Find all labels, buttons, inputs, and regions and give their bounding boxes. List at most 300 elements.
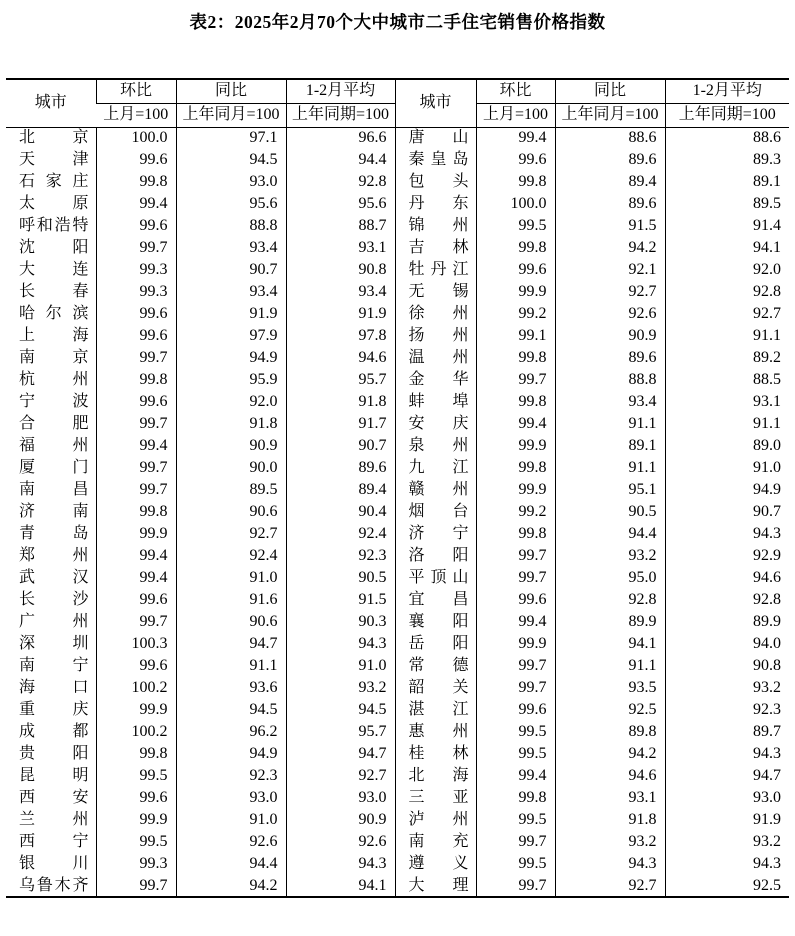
yoy-left-value-cell: 92.0 — [176, 391, 286, 413]
avg-right-value-cell: 94.3 — [665, 523, 789, 545]
city-cell — [6, 237, 96, 259]
table-row — [6, 501, 789, 523]
mom-left-value-cell: 99.8 — [96, 501, 176, 523]
city-cell — [395, 457, 476, 479]
avg-right-value-cell: 94.7 — [665, 765, 789, 787]
table-row — [6, 237, 789, 259]
mom-right-value-cell: 99.5 — [476, 215, 555, 237]
mom-right-value-cell: 99.8 — [476, 347, 555, 369]
yoy-right-value-cell: 91.1 — [555, 457, 665, 479]
avg-left-value-cell: 94.6 — [286, 347, 395, 369]
city-cell — [6, 369, 96, 391]
table-row — [6, 369, 789, 391]
col-base-yoy-left: 上年同月=100 — [176, 103, 286, 127]
table-row — [6, 281, 789, 303]
mom-right-value-cell: 99.6 — [476, 589, 555, 611]
yoy-left-value-cell: 94.9 — [176, 743, 286, 765]
mom-right-value-cell: 99.8 — [476, 171, 555, 193]
avg-right-value-cell: 88.5 — [665, 369, 789, 391]
yoy-right-value-cell: 94.3 — [555, 853, 665, 875]
city-cell — [6, 501, 96, 523]
city-name: 吉 林 — [408, 239, 469, 256]
col-base-mom-right: 上月=100 — [476, 103, 555, 127]
mom-left-value-cell: 99.3 — [96, 259, 176, 281]
mom-right-value-cell: 99.2 — [476, 501, 555, 523]
city-name: 宁 波 — [19, 393, 89, 410]
yoy-right-value-cell: 89.9 — [555, 611, 665, 633]
mom-right-value-cell: 99.8 — [476, 787, 555, 809]
city-name: 长 沙 — [19, 591, 89, 608]
mom-left-value-cell: 99.7 — [96, 457, 176, 479]
page-title: 表2：2025年2月70个大中城市二手住宅销售价格指数 — [189, 12, 606, 32]
avg-right-value-cell: 94.3 — [665, 853, 789, 875]
col-base-mom-left: 上月=100 — [96, 103, 176, 127]
yoy-left-value-cell: 93.0 — [176, 787, 286, 809]
avg-left-value-cell: 90.5 — [286, 567, 395, 589]
yoy-right-value-cell: 95.1 — [555, 479, 665, 501]
avg-left-value-cell: 90.9 — [286, 809, 395, 831]
avg-right-value-cell: 92.8 — [665, 589, 789, 611]
mom-right-value-cell: 99.7 — [476, 545, 555, 567]
avg-right-value-cell: 92.0 — [665, 259, 789, 281]
table-row — [6, 677, 789, 699]
city-name: 沈 阳 — [19, 239, 89, 256]
yoy-left-value-cell: 90.7 — [176, 259, 286, 281]
mom-left-value-cell: 99.6 — [96, 589, 176, 611]
avg-right-value-cell: 92.8 — [665, 281, 789, 303]
avg-right-value-cell: 94.3 — [665, 743, 789, 765]
city-cell — [6, 831, 96, 853]
yoy-right-value-cell: 92.8 — [555, 589, 665, 611]
yoy-left-value-cell: 93.4 — [176, 281, 286, 303]
table-row — [6, 853, 789, 875]
city-name: 济 宁 — [408, 525, 469, 542]
city-cell — [6, 281, 96, 303]
city-name: 湛 江 — [408, 701, 469, 718]
city-name: 南 宁 — [19, 657, 89, 674]
yoy-right-value-cell: 88.8 — [555, 369, 665, 391]
city-cell — [395, 479, 476, 501]
city-name: 天 津 — [19, 151, 89, 168]
city-name: 徐 州 — [408, 305, 469, 322]
mom-right-value-cell: 99.8 — [476, 457, 555, 479]
avg-right-value-cell: 89.7 — [665, 721, 789, 743]
city-cell — [6, 567, 96, 589]
city-cell — [395, 237, 476, 259]
city-name: 三 亚 — [408, 789, 469, 806]
city-cell — [6, 853, 96, 875]
yoy-left-value-cell: 94.5 — [176, 149, 286, 171]
yoy-right-value-cell: 89.4 — [555, 171, 665, 193]
city-name: 银 川 — [19, 855, 89, 872]
col-header-avg-right: 1-2月平均 — [665, 79, 789, 103]
avg-right-value-cell: 93.2 — [665, 677, 789, 699]
table-row — [6, 259, 789, 281]
yoy-left-value-cell: 92.7 — [176, 523, 286, 545]
city-name: 大 理 — [408, 876, 469, 894]
avg-right-value-cell: 93.1 — [665, 391, 789, 413]
yoy-left-value-cell: 95.6 — [176, 193, 286, 215]
yoy-right-value-cell: 93.1 — [555, 787, 665, 809]
city-name: 唐 山 — [408, 129, 469, 147]
city-name: 南 京 — [19, 349, 89, 366]
city-name: 深 圳 — [19, 635, 89, 652]
yoy-right-value-cell: 92.7 — [555, 281, 665, 303]
avg-left-value-cell: 96.6 — [286, 127, 395, 149]
city-cell — [395, 281, 476, 303]
city-name: 洛 阳 — [408, 547, 469, 564]
avg-left-value-cell: 97.8 — [286, 325, 395, 347]
mom-left-value-cell: 99.8 — [96, 369, 176, 391]
avg-left-value-cell: 91.5 — [286, 589, 395, 611]
city-cell — [6, 127, 96, 149]
city-cell — [6, 655, 96, 677]
table-row — [6, 391, 789, 413]
mom-left-value-cell: 99.8 — [96, 743, 176, 765]
avg-right-value-cell: 89.2 — [665, 347, 789, 369]
yoy-right-value-cell: 91.5 — [555, 215, 665, 237]
yoy-left-value-cell: 94.9 — [176, 347, 286, 369]
table-row — [6, 545, 789, 567]
mom-left-value-cell: 99.7 — [96, 347, 176, 369]
city-name: 遵 义 — [408, 855, 469, 872]
city-cell — [6, 303, 96, 325]
city-name: 九 江 — [408, 459, 469, 476]
city-name: 石 家 庄 — [19, 173, 89, 190]
avg-right-value-cell: 94.9 — [665, 479, 789, 501]
city-name: 青 岛 — [19, 525, 89, 542]
city-name: 郑 州 — [19, 547, 89, 564]
city-name: 烟 台 — [408, 503, 469, 520]
city-name: 济 南 — [19, 503, 89, 520]
mom-left-value-cell: 99.4 — [96, 193, 176, 215]
yoy-left-value-cell: 91.8 — [176, 413, 286, 435]
city-cell — [6, 699, 96, 721]
yoy-left-value-cell: 90.6 — [176, 611, 286, 633]
avg-right-value-cell: 91.4 — [665, 215, 789, 237]
avg-right-value-cell: 94.6 — [665, 567, 789, 589]
table-header — [6, 79, 789, 127]
avg-left-value-cell: 90.4 — [286, 501, 395, 523]
mom-left-value-cell: 100.0 — [96, 127, 176, 149]
avg-right-value-cell: 89.0 — [665, 435, 789, 457]
mom-right-value-cell: 99.7 — [476, 875, 555, 897]
avg-right-value-cell: 93.0 — [665, 787, 789, 809]
city-name: 韶 关 — [408, 679, 469, 696]
yoy-right-value-cell: 90.9 — [555, 325, 665, 347]
city-name: 锦 州 — [408, 217, 469, 234]
col-header-mom-left: 环比 — [96, 79, 176, 103]
city-name: 温 州 — [408, 349, 469, 366]
mom-left-value-cell: 99.8 — [96, 171, 176, 193]
table-row — [6, 215, 789, 237]
city-cell — [395, 149, 476, 171]
yoy-left-value-cell: 89.5 — [176, 479, 286, 501]
mom-left-value-cell: 99.7 — [96, 611, 176, 633]
city-cell — [395, 743, 476, 765]
city-cell — [395, 127, 476, 149]
col-base-yoy-right: 上年同月=100 — [555, 103, 665, 127]
avg-left-value-cell: 90.8 — [286, 259, 395, 281]
city-name: 金 华 — [408, 371, 469, 388]
mom-right-value-cell: 99.5 — [476, 743, 555, 765]
mom-right-value-cell: 99.6 — [476, 149, 555, 171]
avg-left-value-cell: 92.4 — [286, 523, 395, 545]
yoy-left-value-cell: 93.0 — [176, 171, 286, 193]
avg-right-value-cell: 88.6 — [665, 127, 789, 149]
table-row — [6, 743, 789, 765]
city-cell — [6, 215, 96, 237]
city-cell — [395, 809, 476, 831]
city-cell — [6, 743, 96, 765]
city-cell — [395, 501, 476, 523]
col-base-avg-right: 上年同期=100 — [665, 103, 789, 127]
city-name: 秦 皇 岛 — [408, 151, 469, 168]
mom-right-value-cell: 99.7 — [476, 567, 555, 589]
yoy-left-value-cell: 93.4 — [176, 237, 286, 259]
yoy-right-value-cell: 88.6 — [555, 127, 665, 149]
price-index-table — [6, 78, 789, 898]
avg-left-value-cell: 93.1 — [286, 237, 395, 259]
yoy-right-value-cell: 92.6 — [555, 303, 665, 325]
yoy-right-value-cell: 92.5 — [555, 699, 665, 721]
city-cell — [6, 259, 96, 281]
avg-right-value-cell: 89.3 — [665, 149, 789, 171]
city-name: 南 昌 — [19, 481, 89, 498]
avg-right-value-cell: 92.7 — [665, 303, 789, 325]
city-name: 杭 州 — [19, 371, 89, 388]
avg-right-value-cell: 92.3 — [665, 699, 789, 721]
avg-left-value-cell: 90.7 — [286, 435, 395, 457]
city-name: 福 州 — [19, 437, 89, 454]
city-name: 哈 尔 滨 — [19, 305, 89, 322]
city-name: 蚌 埠 — [408, 393, 469, 410]
yoy-right-value-cell: 89.8 — [555, 721, 665, 743]
avg-left-value-cell: 95.7 — [286, 369, 395, 391]
table-row — [6, 611, 789, 633]
avg-left-value-cell: 91.7 — [286, 413, 395, 435]
yoy-left-value-cell: 94.4 — [176, 853, 286, 875]
city-cell — [395, 171, 476, 193]
yoy-left-value-cell: 97.1 — [176, 127, 286, 149]
mom-left-value-cell: 99.7 — [96, 479, 176, 501]
city-cell — [395, 765, 476, 787]
yoy-left-value-cell: 93.6 — [176, 677, 286, 699]
yoy-left-value-cell: 97.9 — [176, 325, 286, 347]
avg-right-value-cell: 94.1 — [665, 237, 789, 259]
mom-left-value-cell: 99.3 — [96, 853, 176, 875]
city-name: 重 庆 — [19, 701, 89, 718]
mom-left-value-cell: 100.2 — [96, 677, 176, 699]
col-base-avg-left: 上年同期=100 — [286, 103, 395, 127]
city-name: 北 海 — [408, 767, 469, 784]
yoy-left-value-cell: 94.7 — [176, 633, 286, 655]
avg-left-value-cell: 92.3 — [286, 545, 395, 567]
yoy-left-value-cell: 96.2 — [176, 721, 286, 743]
mom-right-value-cell: 99.7 — [476, 655, 555, 677]
mom-right-value-cell: 99.5 — [476, 721, 555, 743]
yoy-right-value-cell: 94.2 — [555, 237, 665, 259]
mom-left-value-cell: 99.6 — [96, 655, 176, 677]
mom-right-value-cell: 99.9 — [476, 633, 555, 655]
city-cell — [395, 303, 476, 325]
city-cell — [395, 259, 476, 281]
avg-left-value-cell: 93.2 — [286, 677, 395, 699]
mom-right-value-cell: 99.6 — [476, 699, 555, 721]
avg-right-value-cell: 94.0 — [665, 633, 789, 655]
yoy-right-value-cell: 93.5 — [555, 677, 665, 699]
city-cell — [6, 435, 96, 457]
table-row — [6, 171, 789, 193]
avg-left-value-cell: 91.8 — [286, 391, 395, 413]
yoy-left-value-cell: 94.5 — [176, 699, 286, 721]
avg-left-value-cell: 94.5 — [286, 699, 395, 721]
city-name: 武 汉 — [19, 569, 89, 586]
mom-left-value-cell: 99.3 — [96, 281, 176, 303]
city-name: 长 春 — [19, 283, 89, 300]
col-header-yoy-right: 同比 — [555, 79, 665, 103]
avg-right-value-cell: 90.8 — [665, 655, 789, 677]
mom-left-value-cell: 100.2 — [96, 721, 176, 743]
yoy-left-value-cell: 92.3 — [176, 765, 286, 787]
city-cell — [6, 325, 96, 347]
avg-left-value-cell: 95.7 — [286, 721, 395, 743]
city-name: 扬 州 — [408, 327, 469, 344]
avg-left-value-cell: 92.8 — [286, 171, 395, 193]
mom-left-value-cell: 99.4 — [96, 435, 176, 457]
city-cell — [395, 875, 476, 897]
city-name: 贵 阳 — [19, 745, 89, 762]
mom-left-value-cell: 99.4 — [96, 545, 176, 567]
city-cell — [395, 435, 476, 457]
table-row — [6, 567, 789, 589]
city-name: 包 头 — [408, 173, 469, 190]
avg-right-value-cell: 89.9 — [665, 611, 789, 633]
avg-left-value-cell: 94.1 — [286, 875, 395, 897]
mom-right-value-cell: 99.4 — [476, 611, 555, 633]
city-cell — [395, 413, 476, 435]
col-header-yoy-left: 同比 — [176, 79, 286, 103]
mom-left-value-cell: 99.4 — [96, 567, 176, 589]
city-name: 厦 门 — [19, 459, 89, 476]
mom-right-value-cell: 99.8 — [476, 523, 555, 545]
avg-right-value-cell: 91.9 — [665, 809, 789, 831]
city-cell — [395, 347, 476, 369]
city-name: 西 安 — [19, 789, 89, 806]
avg-right-value-cell: 89.5 — [665, 193, 789, 215]
yoy-right-value-cell: 89.6 — [555, 149, 665, 171]
city-name: 平 顶 山 — [408, 569, 469, 586]
yoy-left-value-cell: 94.2 — [176, 875, 286, 897]
yoy-right-value-cell: 91.1 — [555, 655, 665, 677]
mom-left-value-cell: 99.5 — [96, 765, 176, 787]
table-row — [6, 303, 789, 325]
mom-left-value-cell: 99.7 — [96, 413, 176, 435]
city-cell — [395, 567, 476, 589]
city-name: 南 充 — [408, 833, 469, 850]
city-name: 丹 东 — [408, 195, 469, 212]
city-cell — [6, 633, 96, 655]
mom-right-value-cell: 99.7 — [476, 831, 555, 853]
city-cell — [6, 809, 96, 831]
avg-right-value-cell: 92.9 — [665, 545, 789, 567]
city-cell — [6, 149, 96, 171]
mom-right-value-cell: 99.4 — [476, 127, 555, 149]
avg-left-value-cell: 94.7 — [286, 743, 395, 765]
city-cell — [6, 193, 96, 215]
table-row — [6, 721, 789, 743]
yoy-left-value-cell: 90.6 — [176, 501, 286, 523]
city-name: 泸 州 — [408, 811, 469, 828]
mom-right-value-cell: 99.9 — [476, 435, 555, 457]
city-cell — [395, 611, 476, 633]
avg-left-value-cell: 89.4 — [286, 479, 395, 501]
city-name: 乌 鲁 木 齐 — [19, 876, 89, 894]
table-row — [6, 325, 789, 347]
mom-right-value-cell: 99.7 — [476, 369, 555, 391]
mom-left-value-cell: 99.7 — [96, 237, 176, 259]
table-row — [6, 435, 789, 457]
city-name: 赣 州 — [408, 481, 469, 498]
table-row — [6, 787, 789, 809]
city-name: 宜 昌 — [408, 591, 469, 608]
table-row — [6, 523, 789, 545]
yoy-right-value-cell: 94.4 — [555, 523, 665, 545]
city-cell — [395, 391, 476, 413]
city-cell — [6, 611, 96, 633]
mom-left-value-cell: 99.6 — [96, 325, 176, 347]
yoy-left-value-cell: 90.0 — [176, 457, 286, 479]
city-name: 惠 州 — [408, 723, 469, 740]
yoy-right-value-cell: 94.1 — [555, 633, 665, 655]
table-row — [6, 765, 789, 787]
table-row — [6, 633, 789, 655]
table-row — [6, 413, 789, 435]
city-name: 太 原 — [19, 195, 89, 212]
city-cell — [6, 523, 96, 545]
mom-right-value-cell: 99.8 — [476, 391, 555, 413]
mom-right-value-cell: 99.8 — [476, 237, 555, 259]
mom-right-value-cell: 99.4 — [476, 765, 555, 787]
city-name: 无 锡 — [408, 283, 469, 300]
city-cell — [395, 699, 476, 721]
col-header-city-right: 城市 — [395, 79, 476, 127]
yoy-right-value-cell: 91.1 — [555, 413, 665, 435]
avg-left-value-cell: 88.7 — [286, 215, 395, 237]
col-header-avg-left: 1-2月平均 — [286, 79, 395, 103]
yoy-right-value-cell: 89.1 — [555, 435, 665, 457]
yoy-left-value-cell: 92.4 — [176, 545, 286, 567]
city-cell — [395, 787, 476, 809]
mom-right-value-cell: 99.6 — [476, 259, 555, 281]
city-name: 海 口 — [19, 679, 89, 696]
yoy-left-value-cell: 91.0 — [176, 809, 286, 831]
city-cell — [6, 347, 96, 369]
avg-left-value-cell: 95.6 — [286, 193, 395, 215]
city-cell — [395, 831, 476, 853]
city-name: 北 京 — [19, 129, 89, 147]
avg-left-value-cell: 94.4 — [286, 149, 395, 171]
mom-right-value-cell: 99.9 — [476, 281, 555, 303]
yoy-left-value-cell: 92.6 — [176, 831, 286, 853]
yoy-left-value-cell: 91.9 — [176, 303, 286, 325]
yoy-left-value-cell: 91.6 — [176, 589, 286, 611]
city-name: 岳 阳 — [408, 635, 469, 652]
city-name: 成 都 — [19, 723, 89, 740]
avg-left-value-cell: 93.0 — [286, 787, 395, 809]
city-cell — [6, 171, 96, 193]
mom-right-value-cell: 99.5 — [476, 853, 555, 875]
